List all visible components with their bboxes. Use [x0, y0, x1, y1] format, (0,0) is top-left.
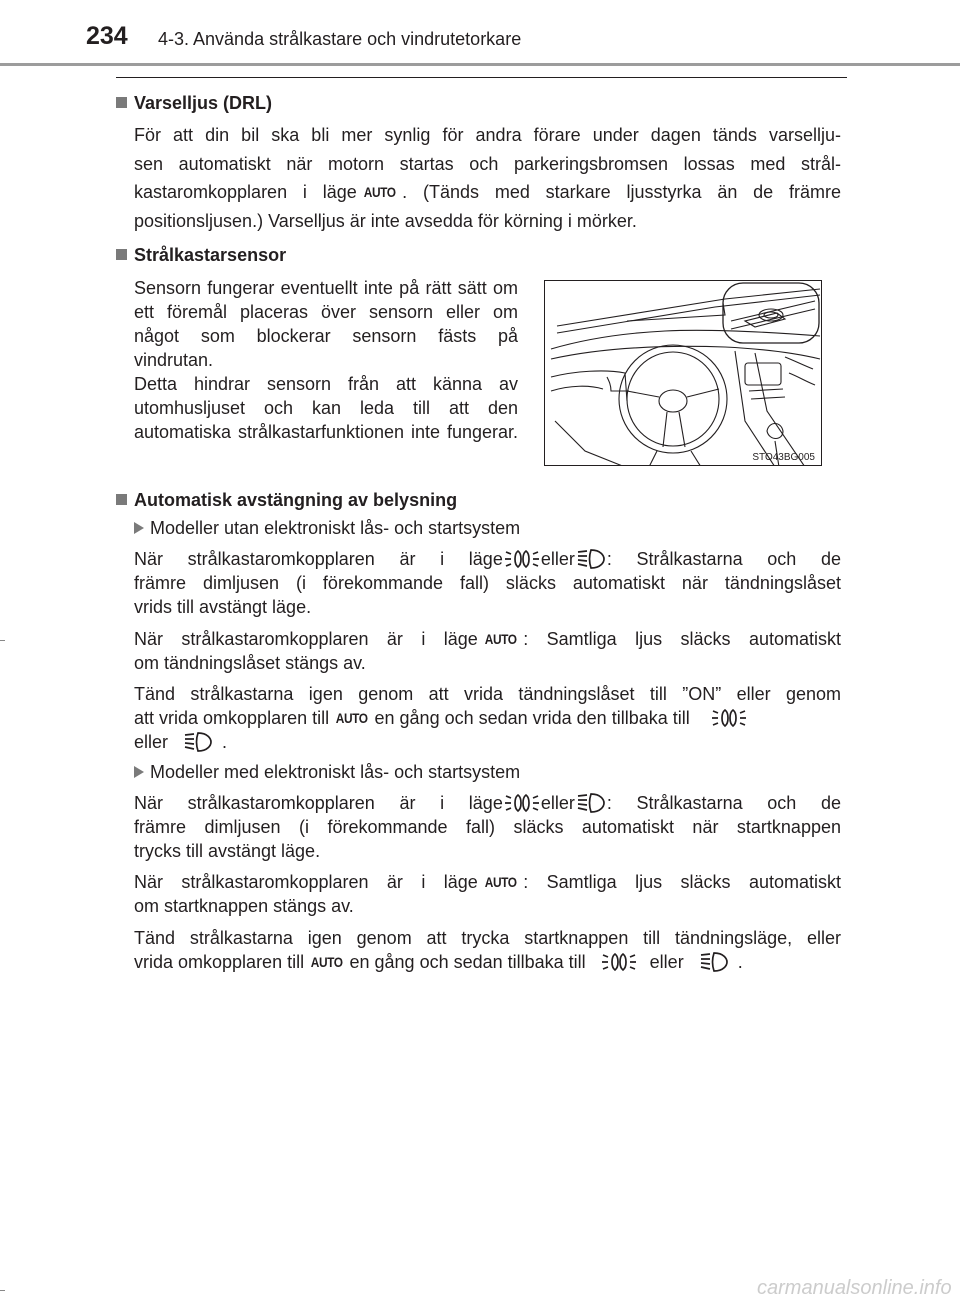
auto-icon: AUTO	[484, 874, 517, 890]
drl-line: kastaromkopplaren i läge AUTO . (Tänds med starkare ljusstyrka än de främre	[134, 182, 841, 202]
crop-mark	[0, 640, 5, 641]
auto-icon: AUTO	[363, 184, 396, 200]
header-rule	[0, 63, 960, 66]
body-line: trycks till avstängt läge.	[134, 841, 321, 861]
page-number: 234	[86, 22, 128, 50]
side-lights-icon	[712, 707, 746, 729]
dashboard-drawing	[545, 281, 822, 466]
body-line: När strålkastaromkopplaren är i läge AUTO : Samtliga ljus släcks automatiskt	[134, 872, 841, 892]
drl-line: sen automatiskt när motorn startas och parkeringsbromsen lossas med strål-	[134, 154, 841, 174]
chapter-title: 4-3. Använda strålkastare och vindrutetorkare	[158, 29, 522, 49]
side-lights-icon	[602, 951, 636, 973]
headlights-icon	[577, 792, 605, 814]
body-line: att vrida omkopplaren till AUTO en gång och sedan vrida den tillbaka till	[134, 707, 841, 730]
auto-icon: AUTO	[335, 710, 368, 726]
body-line: vrida omkopplaren till AUTO en gång och sedan tillbaka till eller .	[134, 952, 743, 972]
triangle-bullet-icon	[134, 522, 144, 534]
section-heading-drl: Varselljus (DRL)	[116, 93, 272, 114]
auto-icon: AUTO	[310, 954, 343, 970]
section-heading-sensor: Strålkastarsensor	[116, 245, 286, 266]
side-lights-icon	[505, 792, 539, 814]
bullet-square-icon	[116, 249, 127, 260]
auto-icon: AUTO	[484, 631, 517, 647]
watermark: carmanualsonline.info	[757, 1277, 952, 1299]
triangle-bullet-icon	[134, 766, 144, 778]
headlights-icon	[184, 731, 212, 753]
body-line: Tänd strålkastarna igen genom att trycka startknappen till tändningsläge, eller	[134, 928, 841, 948]
section-heading-auto-off: Automatisk avstängning av belysning	[116, 490, 457, 511]
body-line: om startknappen stängs av.	[134, 896, 354, 916]
body-line: eller .	[134, 732, 228, 752]
body-line: främre dimljusen (i förekommande fall) släcks automatiskt när tändningslåset	[134, 573, 841, 593]
drl-line: För att din bil ska bli mer synlig för andra förare under dagen tänds varsellju-	[134, 125, 841, 145]
body-line: främre dimljusen (i förekommande fall) släcks automatiskt när startknappen	[134, 817, 841, 837]
headlights-icon	[700, 951, 728, 973]
dashboard-illustration	[544, 280, 822, 466]
side-lights-icon	[505, 548, 539, 570]
subheading-with-smart-key: Modeller med elektroniskt lås- och startsystem	[134, 762, 520, 783]
crop-mark	[0, 1290, 5, 1291]
bullet-square-icon	[116, 494, 127, 505]
drl-line: positionsljusen.) Varselljus är inte avsedda för körning i mörker.	[134, 211, 637, 231]
body-line: vrids till avstängt läge.	[134, 597, 312, 617]
subheading-without-smart-key: Modeller utan elektroniskt lås- och startsystem	[134, 518, 520, 539]
bullet-square-icon	[116, 97, 127, 108]
body-line: När strålkastaromkopplaren är i läge AUTO : Samtliga ljus släcks automatiskt	[134, 629, 841, 649]
figure-code: STO43BG005	[752, 452, 815, 463]
sensor-text	[134, 276, 518, 444]
body-line: När strålkastaromkopplaren är i läge eller : Strålkastarna och de	[134, 793, 841, 813]
sensor-paragraph: Detta hindrar sensorn från att känna av utomhusljuset och kan leda till att den automatiska strålkastarfunktionen inte fungerar.	[134, 374, 518, 442]
body-line: Tänd strålkastarna igen genom att vrida tändningslåset till ”ON” eller genom	[134, 684, 841, 704]
body-line: När strålkastaromkopplaren är i läge eller : Strålkastarna och de	[134, 549, 841, 569]
body-line: om tändningslåset stängs av.	[134, 653, 366, 673]
headlights-icon	[577, 548, 605, 570]
sensor-paragraph: Sensorn fungerar eventuellt inte på rätt sätt om ett föremål placeras över sensorn eller om något som blockerar sensorn fästs på vindrutan.	[134, 278, 518, 370]
content-top-rule	[116, 77, 847, 78]
